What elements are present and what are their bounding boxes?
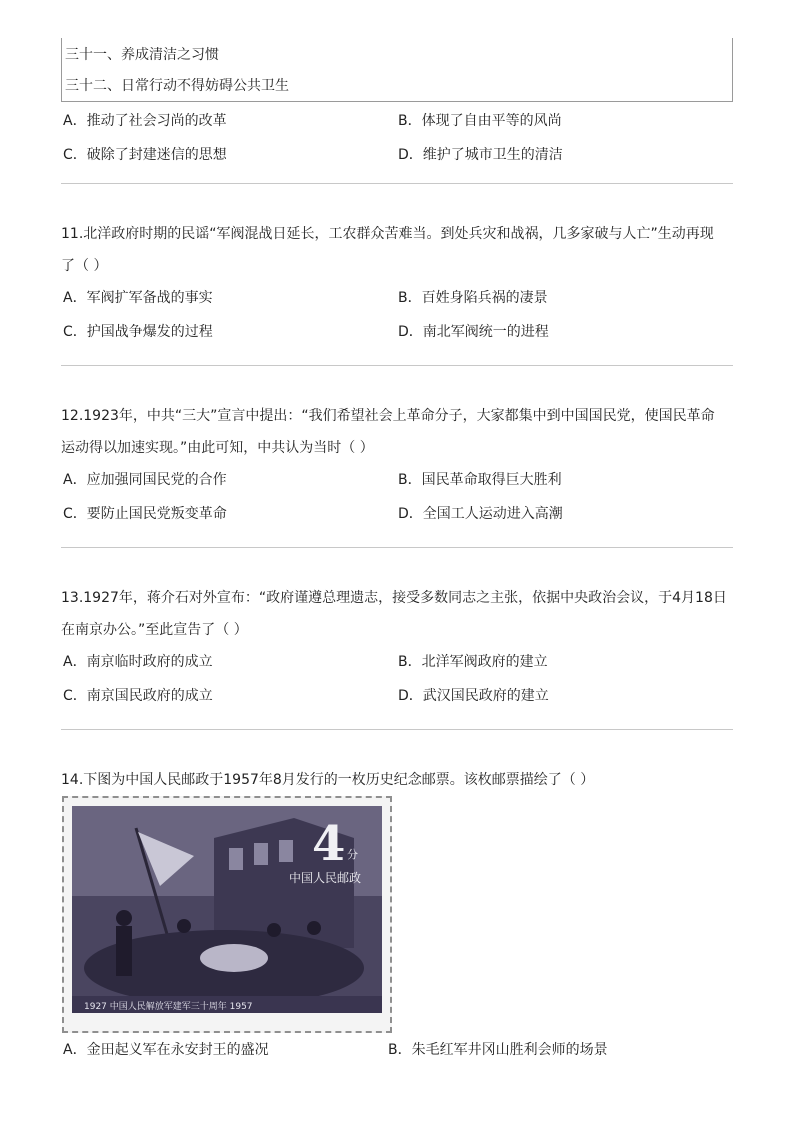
option-a[interactable]: A．南京临时政府的成立 xyxy=(63,654,213,670)
question-stem: 12.1923年，中共“三大”宣言中提出：“我们希望社会上革命分子，大家都集中到中国国民党，使国民革命 xyxy=(61,408,715,424)
option-c[interactable]: C．南京国民政府的成立 xyxy=(63,688,213,704)
question-divider xyxy=(61,729,733,730)
option-b[interactable]: B．北洋军阀政府的建立 xyxy=(398,654,548,670)
stamp-crowd-highlight xyxy=(200,944,268,972)
stamp-caption: 1927 中国人民解放军建军三十周年 1957 xyxy=(84,1002,253,1012)
question-stem: 运动得以加速实现。”由此可知，中共认为当时（ ） xyxy=(61,440,374,456)
option-c[interactable]: C．要防止国民党叛变革命 xyxy=(63,506,227,522)
option-b[interactable]: B．朱毛红军井冈山胜利会师的场景 xyxy=(388,1042,608,1058)
option-d[interactable]: D．全国工人运动进入高潮 xyxy=(398,506,563,522)
option-d[interactable]: D．南北军阀统一的进程 xyxy=(398,324,549,340)
option-a[interactable]: A．军阀扩军备战的事实 xyxy=(63,290,213,306)
stamp-window xyxy=(229,848,243,870)
stamp-unit: 分 xyxy=(347,848,358,861)
option-a[interactable]: A．应加强同国民党的合作 xyxy=(63,472,227,488)
excerpt-line: 三十二、日常行动不得妨碍公共卫生 xyxy=(65,78,289,94)
question-stem: 在南京办公。”至此宣告了（ ） xyxy=(61,622,248,638)
stamp-issuer: 中国人民邮政 xyxy=(289,871,362,885)
option-d[interactable]: D．武汉国民政府的建立 xyxy=(398,688,549,704)
option-b[interactable]: B．体现了自由平等的风尚 xyxy=(398,113,562,129)
stamp-window xyxy=(279,840,293,862)
stamp-figure xyxy=(177,919,191,933)
stamp-figure xyxy=(116,910,132,926)
option-b[interactable]: B．国民革命取得巨大胜利 xyxy=(398,472,562,488)
question-stem: 11.北洋政府时期的民谣“军阀混战日延长，工农群众苦难当。到处兵灾和战祸，几多家破与人亡”生动再现 xyxy=(61,226,714,242)
stamp-window xyxy=(254,843,268,865)
option-c[interactable]: C．破除了封建迷信的思想 xyxy=(63,147,227,163)
question-divider xyxy=(61,365,733,366)
question-divider xyxy=(61,547,733,548)
stamp-figure xyxy=(267,923,281,937)
excerpt-line: 三十一、养成清洁之习惯 xyxy=(65,47,219,63)
option-c[interactable]: C．护国战争爆发的过程 xyxy=(63,324,213,340)
stamp-image xyxy=(62,796,392,1033)
excerpt-box xyxy=(61,38,733,102)
option-a[interactable]: A．金田起义军在永安封王的盛况 xyxy=(63,1042,269,1058)
option-b[interactable]: B．百姓身陷兵祸的凄景 xyxy=(398,290,548,306)
stamp-figure xyxy=(116,926,132,976)
question-stem: 13.1927年，蒋介石对外宣布：“政府谨遵总理遗志，接受多数同志之主张，依据中央政治会议，于4月18日 xyxy=(61,590,727,606)
option-a[interactable]: A．推动了社会习尚的改革 xyxy=(63,113,227,129)
option-d[interactable]: D．维护了城市卫生的清洁 xyxy=(398,147,563,163)
stamp-artwork xyxy=(64,798,390,1031)
question-stem: 14.下图为中国人民邮政于1957年8月发行的一枚历史纪念邮票。该枚邮票描绘了（ ） xyxy=(61,772,595,788)
stamp-figure xyxy=(307,921,321,935)
stamp-denomination: 4 xyxy=(312,816,346,872)
question-stem: 了（ ） xyxy=(61,258,108,274)
question-divider xyxy=(61,183,733,184)
